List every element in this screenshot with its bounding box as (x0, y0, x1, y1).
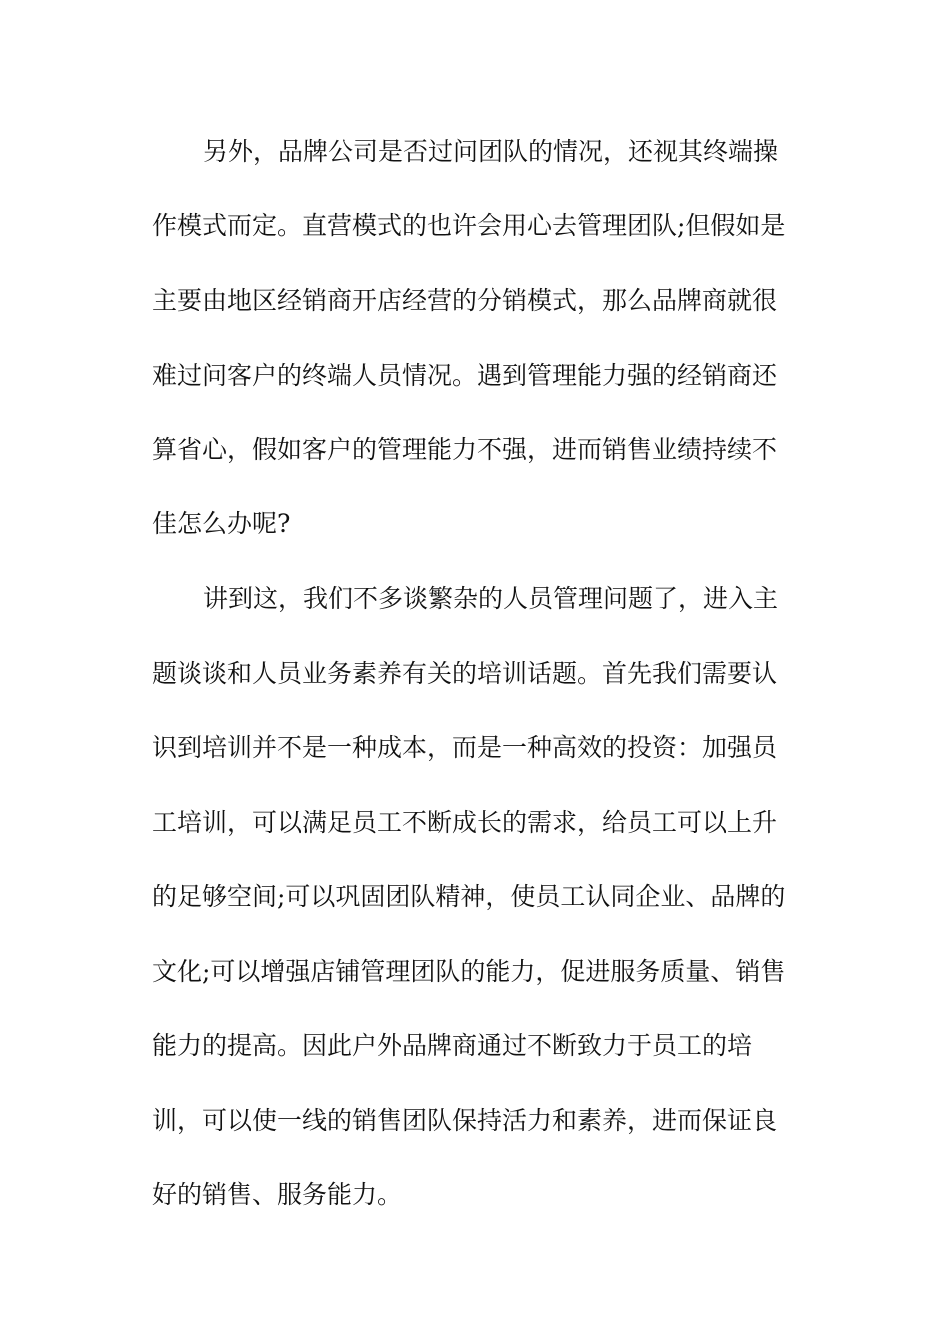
paragraph-2-line-5: 的足够空间;可以巩固团队精神，使员工认同企业、品牌的 (152, 882, 786, 911)
paragraph-2-line-8: 训，可以使一线的销售团队保持活力和素养，进而保证良 (152, 1106, 778, 1135)
paragraph-2-line-2: 题谈谈和人员业务素养有关的培训话题。首先我们需要认 (152, 659, 778, 688)
paragraph-1-line-3: 主要由地区经销商开店经营的分销模式，那么品牌商就很 (152, 286, 778, 315)
paragraph-2-line-6: 文化;可以增强店铺管理团队的能力，促进服务质量、销售 (152, 957, 786, 986)
paragraph-2-line-1: 讲到这，我们不多谈繁杂的人员管理问题了，进入主 (203, 584, 779, 613)
paragraph-2-line-3: 识到培训并不是一种成本，而是一种高效的投资：加强员 (152, 733, 778, 762)
paragraph-1-line-6: 佳怎么办呢? (152, 509, 291, 538)
paragraph-1-line-2: 作模式而定。直营模式的也许会用心去管理团队;但假如是 (152, 211, 786, 240)
paragraph-1-line-4: 难过问客户的终端人员情况。遇到管理能力强的经销商还 (152, 361, 778, 390)
paragraph-2-line-4: 工培训，可以满足员工不断成长的需求，给员工可以上升 (152, 808, 778, 837)
paragraph-1-line-1: 另外，品牌公司是否过问团队的情况，还视其终端操 (203, 137, 779, 166)
paragraph-2-line-7: 能力的提高。因此户外品牌商通过不断致力于员工的培 (152, 1031, 753, 1060)
paragraph-2-line-9: 好的销售、服务能力。 (152, 1180, 403, 1209)
paragraph-1-line-5: 算省心，假如客户的管理能力不强，进而销售业绩持续不 (152, 435, 778, 464)
